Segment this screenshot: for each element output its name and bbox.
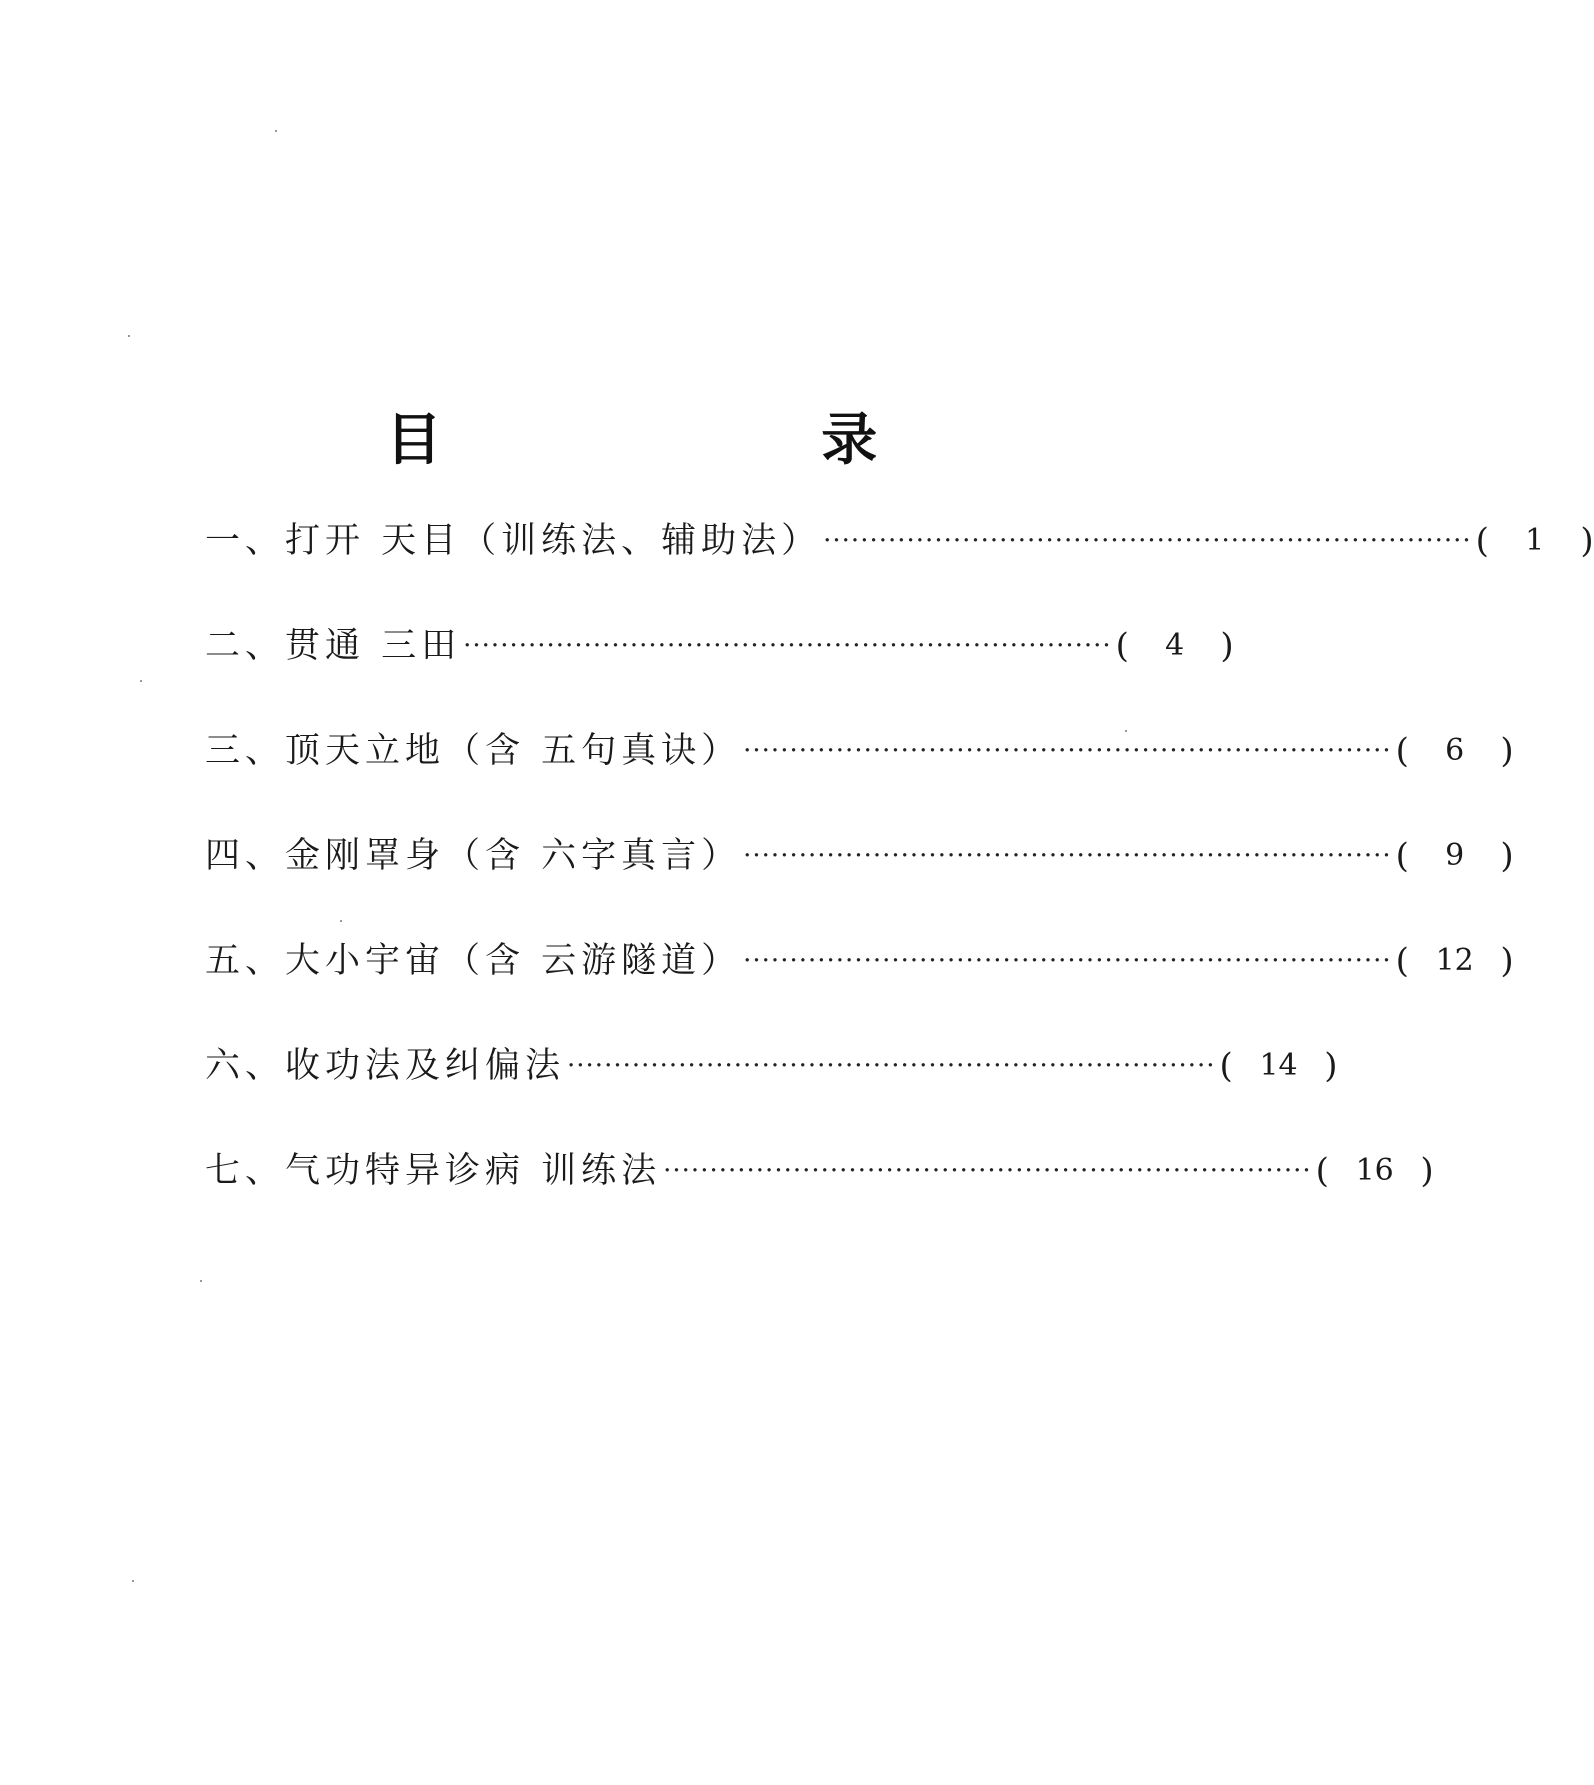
toc-entry-title: 二、贯通 三田 [205,626,462,666]
toc-page-ref [1396,725,1514,777]
toc-dot-leader: ······································································ [663,1156,1312,1186]
close-paren: ) [1324,1046,1338,1086]
open-paren: ( [1395,941,1409,981]
toc-dot-leader: ······································································ [743,841,1392,871]
toc-page-ref [1116,620,1234,672]
toc-entry [205,935,1514,987]
toc-page-ref [1316,1145,1434,1197]
toc-entry [205,1040,1338,1092]
toc-entry [205,620,1234,672]
toc-entry-title: 六、收功法及纠偏法 [205,1046,566,1086]
toc-entry [205,1145,1434,1197]
toc-entry-title: 七、气功特异诊病 训练法 [205,1151,662,1191]
toc-dot-leader: ······································································ [823,526,1472,556]
toc-page-ref [1220,1040,1338,1092]
scan-speck [200,1280,202,1282]
toc-page-number: 14 [1259,1048,1298,1083]
toc-entry [205,725,1514,777]
close-paren: ) [1500,836,1514,876]
open-paren: ( [1115,626,1129,666]
scan-speck [140,680,142,682]
toc-entry-title: 四、金刚罩身（含 六字真言） [205,836,742,876]
toc-entry-title: 一、打开 天目（训练法、辅助法） [205,521,822,561]
toc-page-ref [1396,935,1514,987]
open-paren: ( [1315,1151,1329,1191]
close-paren: ) [1500,941,1514,981]
toc-page-number: 4 [1165,628,1185,663]
toc-entry [205,515,1594,567]
scan-speck [132,1580,134,1582]
close-paren: ) [1420,1151,1434,1191]
toc-list [205,515,1594,1250]
toc-entry [205,830,1514,882]
toc-page-number: 1 [1525,523,1545,558]
open-paren: ( [1395,731,1409,771]
toc-entry-title: 三、顶天立地（含 五句真诀） [205,731,742,771]
toc-page-number: 9 [1445,838,1465,873]
toc-dot-leader: ······································································ [743,736,1392,766]
toc-title: 目 录 [385,407,1058,473]
toc-dot-leader: ······································································ [743,946,1392,976]
close-paren: ) [1580,521,1594,561]
toc-dot-leader: ······································································ [463,631,1112,661]
scan-speck [275,130,277,132]
toc-page-number: 16 [1355,1153,1394,1188]
close-paren: ) [1500,731,1514,771]
toc-page-ref [1396,830,1514,882]
toc-dot-leader: ······································································ [567,1051,1216,1081]
open-paren: ( [1219,1046,1233,1086]
open-paren: ( [1475,521,1489,561]
close-paren: ) [1220,626,1234,666]
toc-entry-title: 五、大小宇宙（含 云游隧道） [205,941,742,981]
toc-page-number: 6 [1445,733,1465,768]
toc-page-ref [1476,515,1594,567]
scan-speck [128,335,130,337]
toc-page-number: 12 [1435,943,1474,978]
open-paren: ( [1395,836,1409,876]
